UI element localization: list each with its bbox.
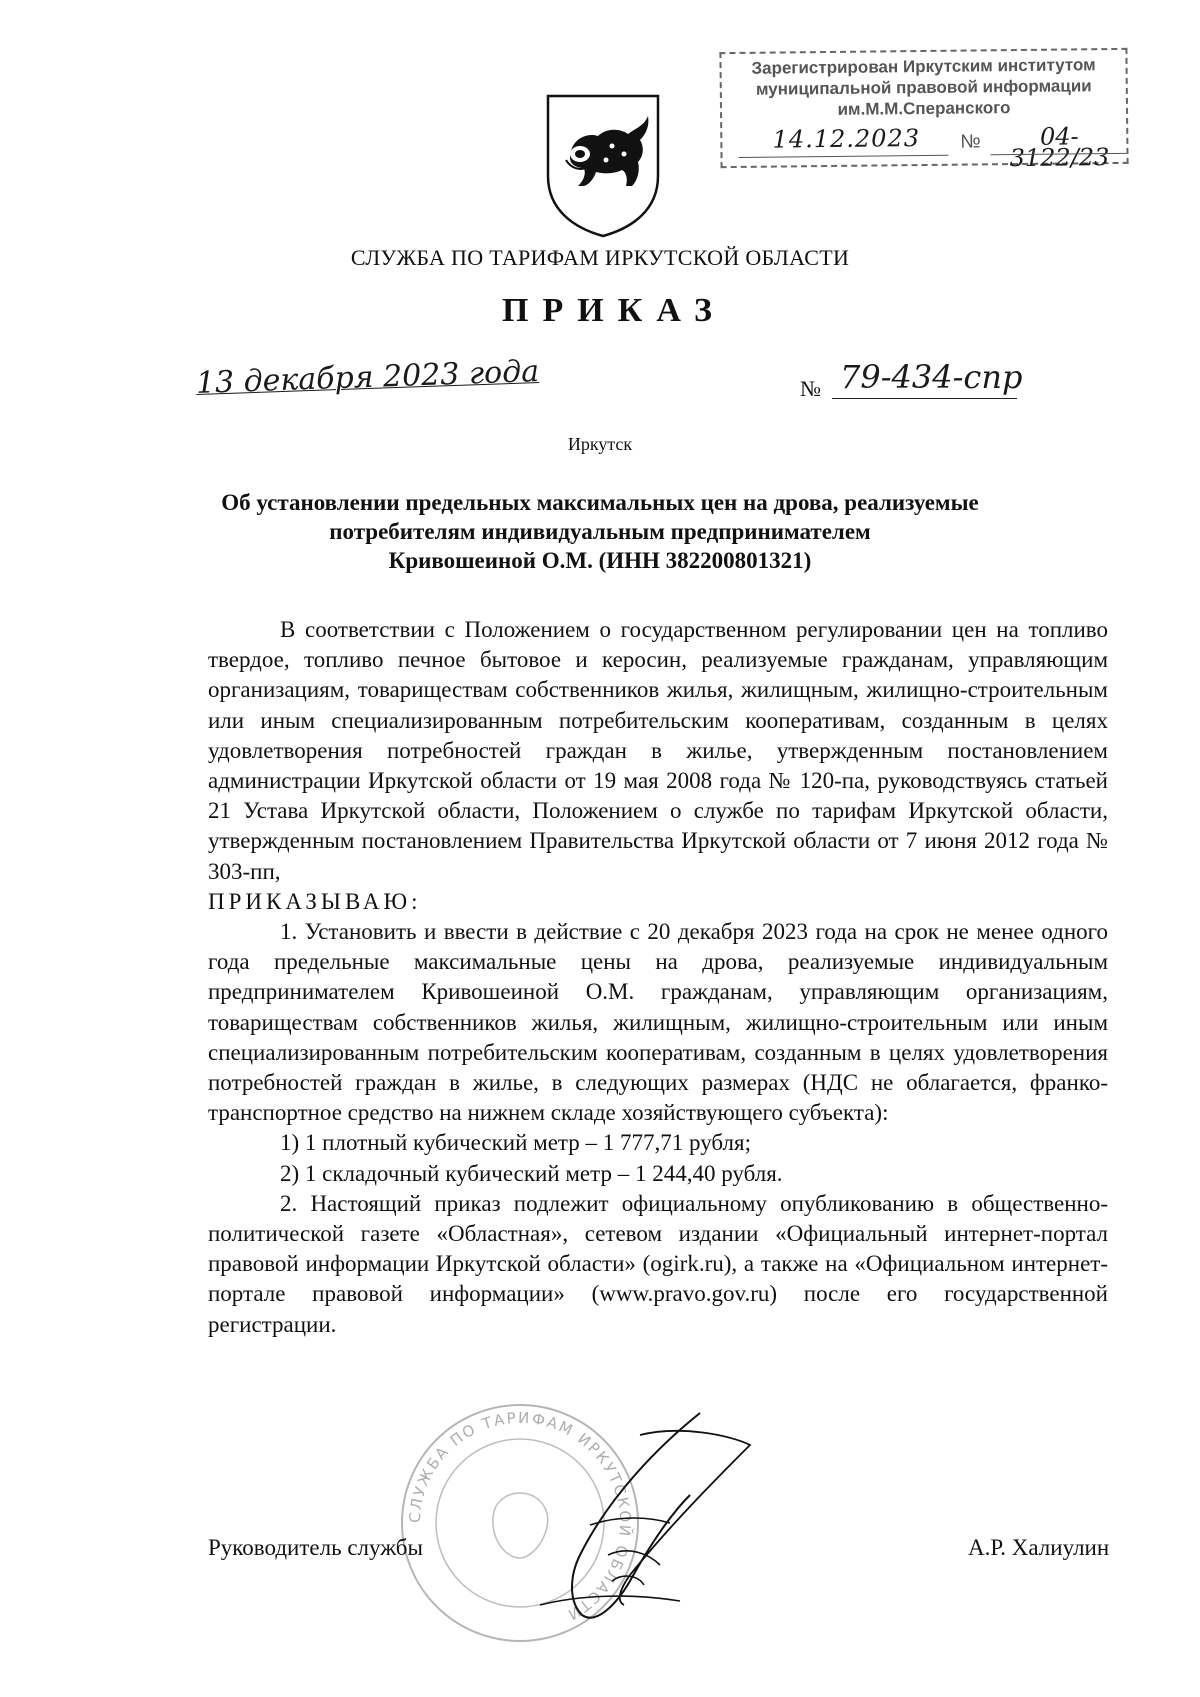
document-type: ПРИКАЗ <box>502 292 726 329</box>
stamp-date-underline <box>739 155 949 158</box>
order-number: 79-434-спр <box>840 358 1023 396</box>
order-number-label: № <box>800 376 821 401</box>
order-date: 13 декабря 2023 года <box>195 354 540 401</box>
preamble-paragraph: В соответствии с Положением о государственном регулировании цен на топливо твердое, топливо печное бытовое и керосин, реализуемые гражданам, управляющим организациям, товариществам собственников жилья, жилищным, жилищно-строительным или иным специализированным потребительским кооперативам, созданным в целях удовлетворения потребностей граждан в жилье, утвержденным постановлением администрации Иркутской области от 19 мая 2008 года № 120-па, руководствуясь статьей 21 Устава Иркутской области, Положением о службе по тарифам Иркутской области, утвержденным постановлением Правительства Иркутской области от 7 июня 2012 года № 303-пп, <box>208 617 1108 884</box>
title-line-2: потребителям индивидуальным предпринимателем <box>329 519 871 544</box>
item-1-paragraph: 1. Установить и ввести в действие с 20 декабря 2023 года на срок не менее одного года предельные максимальные цены на дрова, реализуемые индивидуальным предпринимателем Кривошеиной О.М. гражданам, управляющим организациям, товариществам собственников жилья, жилищным, жилищно-строительным или иным специализированным потребительским кооперативам, созданным в целях удовлетворения потребностей граждан в жилье, в следующих размерах (НДС не облагается, франко-транспортное средство на нижнем складе хозяйствующего субъекта): <box>208 919 1108 1126</box>
registration-stamp <box>719 48 1128 173</box>
order-word: ПРИКАЗЫВАЮ: <box>208 888 422 914</box>
signatory-name: А.Р. Халиулин <box>968 1535 1110 1560</box>
stamp-line-3: им.М.М.Сперанского <box>837 98 1011 119</box>
document-title <box>150 488 1050 575</box>
item-1-subitem-1: 1) 1 плотный кубический метр – 1 777,71 рубля; <box>280 1130 751 1156</box>
title-line-1: Об установлении предельных максимальных цен на дрова, реализуемые <box>221 490 979 515</box>
item-1-subitem-2: 2) 1 складочный кубический метр – 1 244,40 рубля. <box>280 1160 783 1186</box>
handwritten-signature <box>520 1405 760 1635</box>
city: Иркутск <box>567 434 633 454</box>
document-body <box>208 615 1108 1340</box>
seal-text: СЛУЖБА ПО ТАРИФАМ ИРКУТСКОЙ ОБЛАСТИ <box>405 1408 635 1625</box>
coat-of-arms-icon <box>540 88 666 238</box>
organization-name: СЛУЖБА ПО ТАРИФАМ ИРКУТСКОЙ ОБЛАСТИ <box>350 245 850 270</box>
title-line-3: Кривошеиной О.М. (ИНН 382200801321) <box>388 548 812 573</box>
stamp-number-label: № <box>960 131 981 153</box>
order-number-underline <box>832 398 1017 399</box>
stamp-registration-number: 04-3122/23 <box>1009 122 1110 173</box>
item-2-paragraph: 2. Настоящий приказ подлежит официальному опубликованию в общественно-политической газете «Областная», сетевом издании «Официальный интернет-портал правовой информации Иркутской области» (ogirk.ru), а также на «Официальном интернет-портале правовой информации» (www.pravo.gov.ru) после его государственной регистрации. <box>208 1190 1108 1337</box>
stamp-registration-date: 14.12.2023 <box>772 124 921 154</box>
stamp-registration-row <box>738 122 1116 173</box>
stamp-line-1: Зарегистрирован Иркутским институтом <box>751 55 1096 78</box>
stamp-line-2: муниципальной правовой информации <box>755 76 1092 99</box>
signatory-role: Руководитель службы <box>208 1535 423 1560</box>
